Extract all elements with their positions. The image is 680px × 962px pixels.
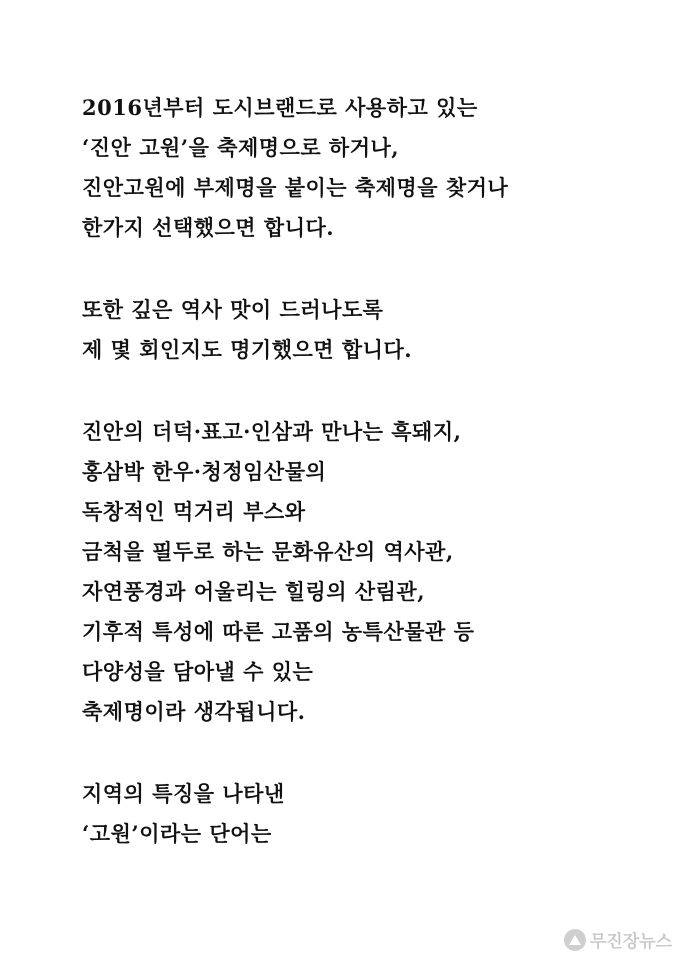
watermark-text: 무진장뉴스: [589, 932, 672, 952]
text-line: 축제명이라 생각됩니다.: [82, 699, 306, 724]
text-line: 지역의 특징을 나타낸: [82, 781, 285, 806]
text-line: ‘진안 고원’을 축제명으로 하거나,: [82, 135, 400, 160]
paragraph-3: [82, 412, 662, 732]
text-line: 진안의 더덕·표고·인삼과 만나는 흑돼지,: [82, 419, 462, 444]
paragraph-gap: [82, 248, 662, 290]
text-line: 금척을 필두로 하는 문화유산의 역사관,: [82, 539, 454, 564]
text-line: 또한 깊은 역사 맛이 드러나도록: [82, 297, 384, 322]
text-line: 제 몇 회인지도 명기했으면 합니다.: [82, 337, 413, 362]
text-line: 기후적 특성에 따른 고품의 농특산물관 등: [82, 619, 475, 644]
watermark: [564, 927, 672, 952]
paragraph-gap: [82, 370, 662, 412]
text-line: 독창적인 먹거리 부스와: [82, 499, 306, 524]
text-line: 자연풍경과 어울리는 힐링의 산림관,: [82, 579, 426, 604]
text-line: 홍삼박 한우·청정임산물의: [82, 459, 327, 484]
text-line: 2016년부터 도시브랜드로 사용하고 있는: [82, 95, 478, 120]
text-line: 다양성을 담아낼 수 있는: [82, 659, 314, 684]
text-line: 진안고원에 부제명을 붙이는 축제명을 찾거나: [82, 175, 509, 200]
mountain-logo-icon: [564, 929, 586, 951]
document-body: [82, 88, 662, 854]
text-line: 한가지 선택했으면 합니다.: [82, 215, 335, 240]
paragraph-gap: [82, 732, 662, 774]
paragraph-2: [82, 290, 662, 370]
text-line: ‘고원’이라는 단어는: [82, 821, 272, 846]
paragraph-4: [82, 774, 662, 854]
paragraph-1: [82, 88, 662, 248]
